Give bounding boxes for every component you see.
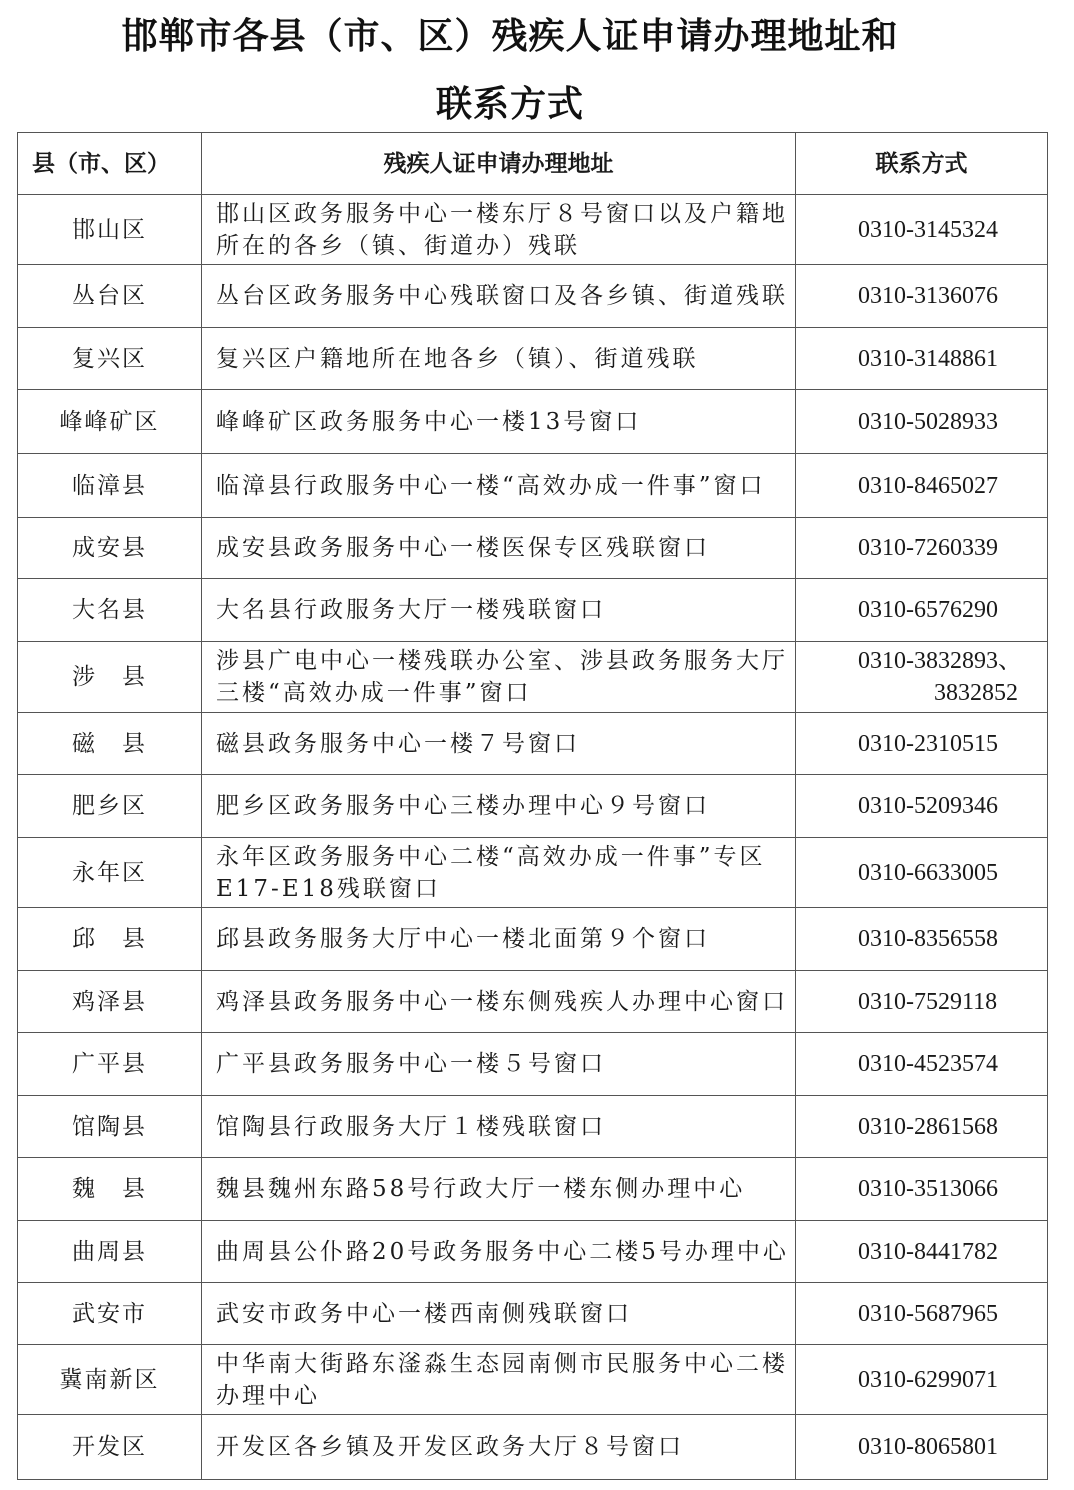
district-name-cell [18, 908, 202, 971]
phone-cell [796, 518, 1048, 579]
address-cell [202, 454, 796, 518]
phone-cell-text: 0310-6576290 [858, 597, 998, 623]
district-name-cell [18, 642, 202, 713]
district-name-cell-text: 大名县 [72, 597, 147, 623]
district-name-cell [18, 971, 202, 1033]
address-cell [202, 518, 796, 579]
district-name-cell-text: 临漳县 [72, 472, 147, 499]
address-cell-text: 涉县广电中心一楼残联办公室、涉县政务服务大厅三楼“高效办成一件事”窗口 [216, 648, 788, 706]
table-row [18, 971, 1048, 1033]
table-row [18, 713, 1048, 775]
phone-cell-text: 0310-6299071 [858, 1366, 998, 1393]
office-contact-table [17, 132, 1048, 1480]
address-cell-text: 成安县政务服务中心一楼医保专区残联窗口 [216, 535, 710, 561]
district-name-cell [18, 1096, 202, 1158]
district-name-cell [18, 454, 202, 518]
address-cell-text: 大名县行政服务大厅一楼残联窗口 [216, 597, 606, 623]
phone-cell-text: 0310-8465027 [858, 472, 998, 499]
table-row [18, 908, 1048, 971]
district-name-cell [18, 1221, 202, 1283]
district-name-cell-text: 曲周县 [72, 1238, 147, 1265]
address-cell [202, 1158, 796, 1221]
phone-cell-text: 0310-3832893、 [858, 648, 1022, 674]
address-cell-text: 峰峰矿区政务服务中心一楼13号窗口 [216, 408, 642, 435]
address-cell [202, 642, 796, 713]
phone-cell-text: 0310-3136076 [858, 283, 998, 309]
address-cell [202, 971, 796, 1033]
phone-cell-text: 0310-2310515 [858, 730, 998, 757]
address-cell [202, 390, 796, 454]
district-name-cell-text: 磁 县 [72, 730, 147, 757]
address-cell-text: 武安市政务中心一楼西南侧残联窗口 [216, 1300, 632, 1327]
table-row [18, 1096, 1048, 1158]
phone-cell [796, 390, 1048, 454]
address-cell [202, 1033, 796, 1096]
district-name-cell-text: 邱 县 [72, 926, 147, 952]
district-name-cell-text: 鸡泽县 [72, 988, 147, 1015]
phone-cell-text: 0310-5687965 [858, 1300, 998, 1327]
district-name-cell [18, 579, 202, 642]
district-name-cell-text: 永年区 [72, 859, 147, 886]
district-name-cell-text: 开发区 [72, 1434, 147, 1460]
document-title-line-1: 邯郸市各县（市、区）残疾人证申请办理地址和 [121, 16, 899, 57]
phone-cell [796, 642, 1048, 713]
address-cell-text: 临漳县行政服务中心一楼“高效办成一件事”窗口 [216, 472, 766, 499]
phone-cell [796, 908, 1048, 971]
address-cell-text: 广平县政务服务中心一楼５号窗口 [216, 1051, 606, 1077]
header-district: 县（市、区） [18, 133, 202, 195]
phone-cell [796, 579, 1048, 642]
table-row [18, 1345, 1048, 1415]
address-cell [202, 1415, 796, 1480]
phone-cell-text: 0310-3148861 [858, 345, 998, 372]
district-name-cell [18, 195, 202, 265]
district-name-cell-text: 肥乡区 [72, 793, 147, 819]
address-cell-text: 邱县政务服务大厅中心一楼北面第９个窗口 [216, 926, 710, 952]
address-cell [202, 1283, 796, 1345]
district-name-cell-text: 涉 县 [72, 664, 147, 690]
district-name-cell [18, 1415, 202, 1480]
address-cell-text: 鸡泽县政务服务中心一楼东侧残疾人办理中心窗口 [216, 988, 788, 1015]
district-name-cell [18, 1283, 202, 1345]
table-row [18, 579, 1048, 642]
district-name-cell-text: 冀南新区 [59, 1366, 160, 1393]
district-name-cell [18, 838, 202, 908]
table-row [18, 1283, 1048, 1345]
table-row [18, 390, 1048, 454]
district-name-cell [18, 1158, 202, 1221]
table-row [18, 265, 1048, 328]
district-name-cell-text: 魏 县 [72, 1176, 147, 1202]
address-cell [202, 1345, 796, 1415]
table-row [18, 1033, 1048, 1096]
district-name-cell-text: 馆陶县 [72, 1113, 147, 1140]
address-cell [202, 775, 796, 838]
phone-cell [796, 1221, 1048, 1283]
phone-cell [796, 775, 1048, 838]
address-cell-text: 魏县魏州东路58号行政大厅一楼东侧办理中心 [216, 1176, 746, 1202]
address-cell-text: 邯山区政务服务中心一楼东厅８号窗口以及户籍地所在的各乡（镇、街道办）残联 [216, 200, 788, 259]
district-name-cell-text: 成安县 [72, 535, 147, 561]
district-name-cell-text: 邯山区 [72, 216, 147, 243]
table-row [18, 454, 1048, 518]
phone-cell-text: 0310-7529118 [858, 988, 998, 1015]
district-name-cell [18, 713, 202, 775]
district-name-cell-text: 广平县 [72, 1051, 147, 1077]
district-name-cell-text: 武安市 [72, 1300, 147, 1327]
phone-cell-text: 0310-5028933 [858, 408, 998, 435]
address-cell-text: 开发区各乡镇及开发区政务大厅８号窗口 [216, 1434, 684, 1460]
address-cell [202, 195, 796, 265]
table-row [18, 518, 1048, 579]
district-name-cell [18, 265, 202, 328]
address-cell [202, 838, 796, 908]
address-cell-text: 曲周县公仆路20号政务服务中心二楼5号办理中心 [216, 1238, 789, 1265]
address-cell-text: 复兴区户籍地所在地各乡（镇）、街道残联 [216, 345, 699, 372]
phone-cell [796, 1158, 1048, 1221]
phone-cell-text: 0310-2861568 [858, 1113, 998, 1140]
address-cell [202, 1096, 796, 1158]
district-name-cell-text: 峰峰矿区 [59, 408, 160, 435]
district-name-cell-text: 丛台区 [72, 283, 147, 309]
address-cell [202, 579, 796, 642]
table-header-row [18, 133, 1048, 195]
district-name-cell [18, 328, 202, 390]
address-cell [202, 328, 796, 390]
header-contact: 联系方式 [796, 133, 1048, 195]
district-name-cell [18, 1345, 202, 1415]
phone-cell-text: 0310-8441782 [858, 1238, 998, 1265]
header-address: 残疾人证申请办理地址 [202, 133, 796, 195]
address-cell-text: 磁县政务服务中心一楼７号窗口 [216, 730, 580, 757]
address-cell [202, 713, 796, 775]
phone-cell-text: 0310-8356558 [858, 926, 998, 952]
phone-cell-text: 0310-3145324 [858, 216, 998, 243]
phone-cell-text: 0310-4523574 [858, 1051, 998, 1077]
phone-cell [796, 838, 1048, 908]
phone-cell [796, 195, 1048, 265]
table-row [18, 838, 1048, 908]
district-name-cell [18, 775, 202, 838]
phone-cell [796, 454, 1048, 518]
phone-cell [796, 713, 1048, 775]
phone-cell [796, 971, 1048, 1033]
district-name-cell [18, 1033, 202, 1096]
phone-cell-text: 0310-3513066 [858, 1176, 998, 1202]
phone-cell-text: 0310-5209346 [858, 793, 998, 819]
table-row [18, 195, 1048, 265]
district-name-cell-text: 复兴区 [72, 345, 147, 372]
table-row [18, 642, 1048, 713]
table-row [18, 775, 1048, 838]
address-cell-text: 肥乡区政务服务中心三楼办理中心９号窗口 [216, 793, 710, 819]
district-name-cell [18, 518, 202, 579]
document-title-line-2: 联系方式 [435, 84, 584, 125]
phone-cell [796, 328, 1048, 390]
address-cell [202, 908, 796, 971]
phone-cell [796, 1033, 1048, 1096]
phone-cell-secondary-text: 3832852 [934, 680, 1018, 706]
table-row [18, 1221, 1048, 1283]
address-cell-text: 永年区政务服务中心二楼“高效办成一件事”专区E17-E18残联窗口 [216, 843, 766, 902]
phone-cell-text: 0310-6633005 [858, 859, 998, 886]
table-row [18, 328, 1048, 390]
phone-cell [796, 1415, 1048, 1480]
table-row [18, 1158, 1048, 1221]
phone-cell [796, 1283, 1048, 1345]
phone-cell-text: 0310-7260339 [858, 535, 998, 561]
address-cell-text: 馆陶县行政服务大厅１楼残联窗口 [216, 1113, 606, 1140]
address-cell-text: 中华南大街路东滏淼生态园南侧市民服务中心二楼办理中心 [216, 1350, 788, 1409]
phone-cell-text: 0310-8065801 [858, 1434, 998, 1460]
table-row [18, 1415, 1048, 1480]
phone-cell [796, 1096, 1048, 1158]
address-cell [202, 1221, 796, 1283]
phone-cell [796, 1345, 1048, 1415]
district-name-cell [18, 390, 202, 454]
address-cell-text: 丛台区政务服务中心残联窗口及各乡镇、街道残联 [216, 283, 788, 309]
phone-cell [796, 265, 1048, 328]
address-cell [202, 265, 796, 328]
